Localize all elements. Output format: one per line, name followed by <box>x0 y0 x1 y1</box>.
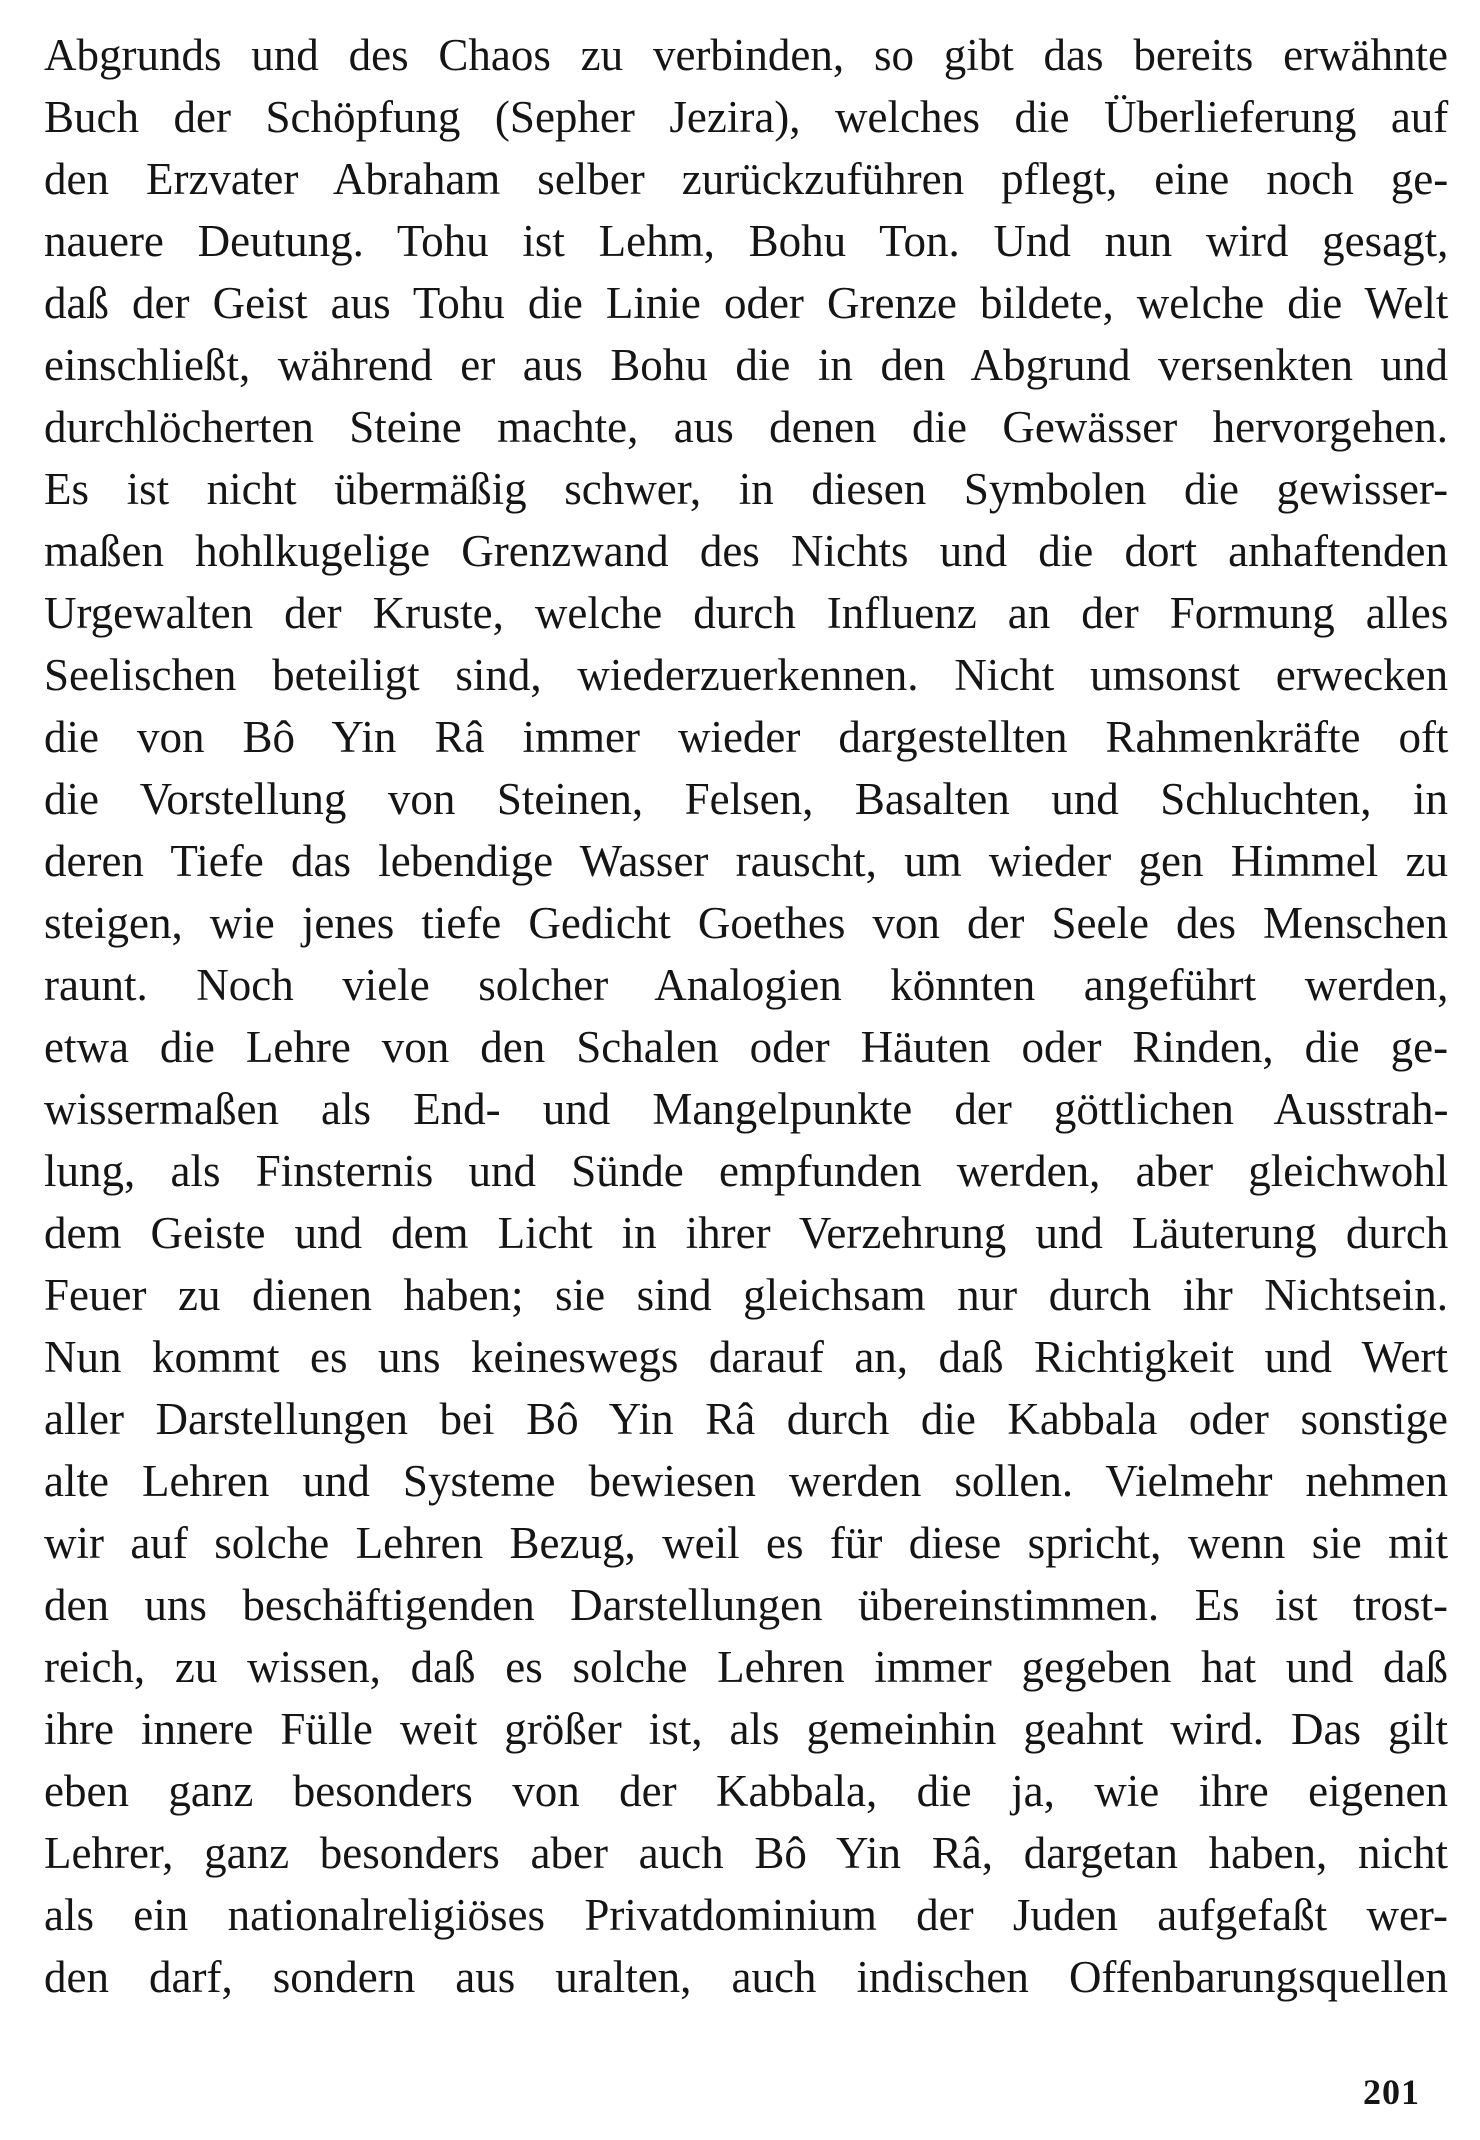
text-line: alte Lehren und Systeme bewiesen werden sollen. Vielmehr nehmen <box>44 1456 1448 1506</box>
text-line: maßen hohlkugelige Grenzwand des Nichts und die dort anhaftenden <box>44 526 1448 576</box>
text-line: Nun kommt es uns keineswegs darauf an, daß Richtigkeit und Wert <box>44 1332 1448 1382</box>
text-line: nauere Deutung. Tohu ist Lehm, Bohu Ton. Und nun wird gesagt, <box>44 216 1449 266</box>
text-line: durchlöcherten Steine machte, aus denen die Gewässer hervorgehen. <box>44 402 1448 452</box>
text-line: lung, als Finsternis und Sünde empfunden werden, aber gleichwohl <box>44 1146 1449 1196</box>
text-line: Seelischen beteiligt sind, wiederzuerkennen. Nicht umsonst erwecken <box>44 650 1449 700</box>
text-line: deren Tiefe das lebendige Wasser rauscht, um wieder gen Himmel zu <box>44 836 1448 886</box>
text-line: reich, zu wissen, daß es solche Lehren immer gegeben hat und daß <box>44 1642 1448 1692</box>
text-line: den Erzvater Abraham selber zurückzuführen pflegt, eine noch ge- <box>44 154 1449 204</box>
body-text <box>44 24 1448 2008</box>
text-line: wissermaßen als End- und Mangelpunkte der göttlichen Ausstrah- <box>44 1084 1449 1134</box>
text-line: die Vorstellung von Steinen, Felsen, Basalten und Schluchten, in <box>44 774 1448 824</box>
text-line: Lehrer, ganz besonders aber auch Bô Yin Râ, dargetan haben, nicht <box>44 1828 1449 1878</box>
text-line: Urgewalten der Kruste, welche durch Influenz an der Formung alles <box>44 588 1449 638</box>
text-line: aller Darstellungen bei Bô Yin Râ durch die Kabbala oder sonstige <box>44 1394 1448 1444</box>
page-number: 201 <box>1363 2072 1420 2112</box>
text-line: ihre innere Fülle weit größer ist, als gemeinhin geahnt wird. Das gilt <box>44 1704 1448 1754</box>
text-line: Es ist nicht übermäßig schwer, in diesen Symbolen die gewisser- <box>44 464 1449 514</box>
text-line: den uns beschäftigenden Darstellungen übereinstimmen. Es ist trost- <box>44 1580 1448 1630</box>
text-line: die von Bô Yin Râ immer wieder dargestellten Rahmenkräfte oft <box>44 712 1449 762</box>
text-line: raunt. Noch viele solcher Analogien könnten angeführt werden, <box>44 960 1449 1010</box>
text-line: Buch der Schöpfung (Sepher Jezira), welches die Überlieferung auf <box>44 92 1449 142</box>
text-line: eben ganz besonders von der Kabbala, die ja, wie ihre eigenen <box>44 1766 1449 1816</box>
text-line: Feuer zu dienen haben; sie sind gleichsam nur durch ihr Nichtsein. <box>44 1270 1448 1320</box>
text-line: als ein nationalreligiöses Privatdominium der Juden aufgefaßt wer- <box>44 1890 1448 1940</box>
text-line: einschließt, während er aus Bohu die in den Abgrund versenkten und <box>44 340 1448 390</box>
text-line: steigen, wie jenes tiefe Gedicht Goethes von der Seele des Menschen <box>44 898 1448 948</box>
text-line: etwa die Lehre von den Schalen oder Häuten oder Rinden, die ge- <box>44 1022 1449 1072</box>
text-line: daß der Geist aus Tohu die Linie oder Grenze bildete, welche die Welt <box>44 278 1449 328</box>
text-line: wir auf solche Lehren Bezug, weil es für diese spricht, wenn sie mit <box>44 1518 1449 1568</box>
text-line: den darf, sondern aus uralten, auch indischen Offenbarungsquellen <box>44 1952 1448 2002</box>
text-line: Abgrunds und des Chaos zu verbinden, so gibt das bereits erwähnte <box>44 30 1448 80</box>
text-line: dem Geiste und dem Licht in ihrer Verzehrung und Läuterung durch <box>44 1208 1449 1258</box>
